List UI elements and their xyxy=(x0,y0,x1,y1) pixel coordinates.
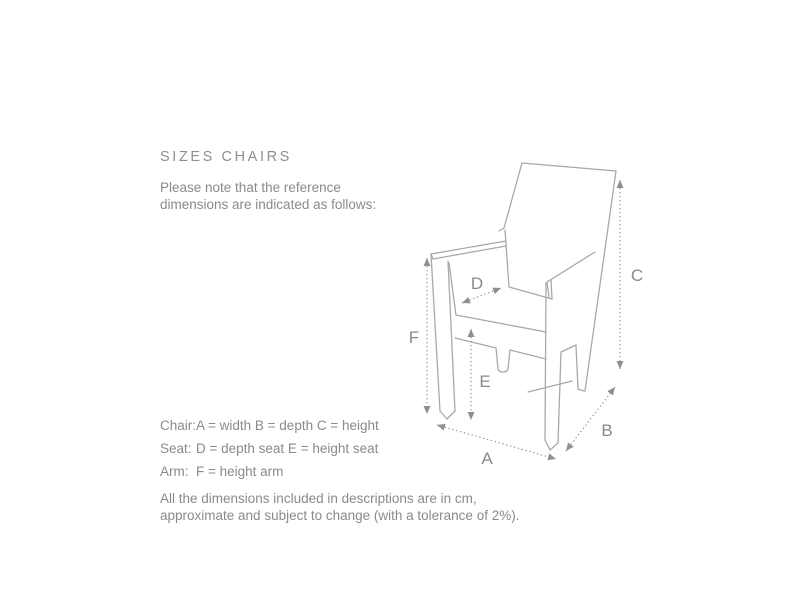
front-left-leg-outer xyxy=(431,254,440,411)
dimension-arrows xyxy=(427,180,620,459)
dimension-label-f: F xyxy=(408,328,420,347)
dimension-label-e: E xyxy=(479,372,491,391)
side-apron-bottom-edge xyxy=(561,345,576,352)
front-right-leg-outer xyxy=(545,283,546,440)
rear-right-leg xyxy=(576,345,584,391)
footer-line-2: approximate and subject to change (with a tolerance of 2%). xyxy=(160,507,520,523)
right-armrest-top-edge xyxy=(547,252,595,282)
legend-row-seat xyxy=(160,441,379,464)
seat-front-edge xyxy=(456,315,546,332)
legend-text-chair: A = width B = depth C = height xyxy=(196,418,379,433)
intro-line-1: Please note that the reference xyxy=(160,180,341,195)
front-apron-edge-left xyxy=(455,338,496,348)
dimension-label-c: C xyxy=(630,266,644,285)
legend-row-chair xyxy=(160,418,379,441)
rear-left-leg xyxy=(496,348,510,372)
under-seat-rail-edge xyxy=(528,381,572,392)
intro-line-2: dimensions are indicated as follows: xyxy=(160,196,377,212)
legend-label-seat: Seat: xyxy=(160,441,192,456)
dimension-label-a: A xyxy=(481,449,493,468)
front-right-leg-back-edge xyxy=(558,352,561,443)
footer-line-1: All the dimensions included in descriptions are in cm, xyxy=(160,491,477,506)
right-armrest-inner-edge xyxy=(551,280,552,299)
front-apron-edge-right xyxy=(510,350,546,359)
backrest-left-edge xyxy=(499,163,522,231)
backrest-right-edge xyxy=(585,171,616,391)
legend-text-seat: D = depth seat E = height seat xyxy=(196,441,379,456)
legend-text-arm: F = height arm xyxy=(196,464,284,479)
backrest-bottom-edge xyxy=(505,230,552,299)
dimension-arrow-b xyxy=(566,387,615,451)
footer-note xyxy=(160,491,519,524)
dimension-arrow-a xyxy=(437,425,556,459)
legend-row-arm xyxy=(160,464,379,487)
dimension-label-b: B xyxy=(601,421,613,440)
page-title: SIZES CHAIRS xyxy=(160,149,292,165)
legend-label-chair: Chair: xyxy=(160,418,197,433)
chair-wireframe xyxy=(431,163,616,450)
legend-label-arm: Arm: xyxy=(160,464,189,479)
dimension-legend xyxy=(160,418,379,487)
right-armrest-front-cap xyxy=(547,282,549,297)
front-left-leg-foot xyxy=(440,411,455,419)
dimension-labels xyxy=(409,266,643,468)
front-right-leg-foot xyxy=(545,440,558,450)
backrest-top-edge xyxy=(522,163,616,171)
dimension-label-d: D xyxy=(470,274,484,293)
